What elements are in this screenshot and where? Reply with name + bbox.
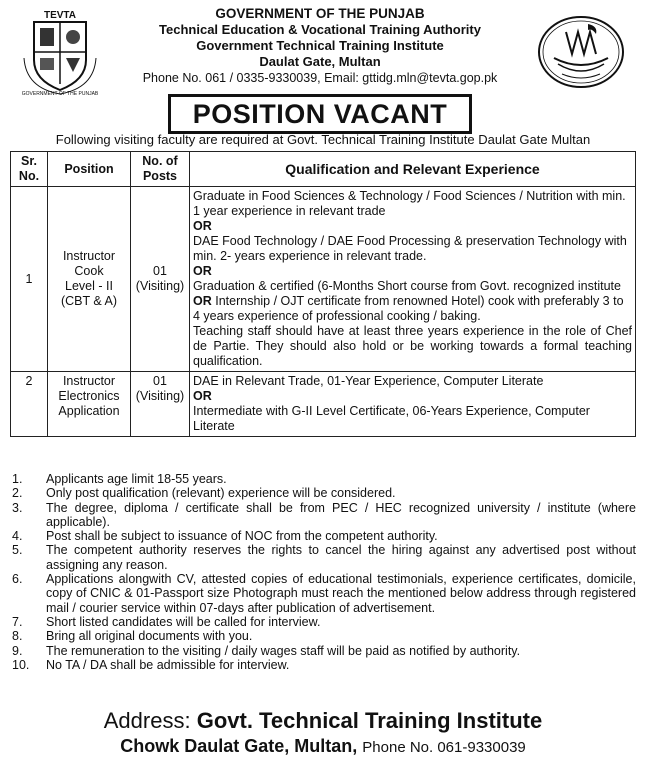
- contact-line: Phone No. 061 / 0335-9330039, Email: gttidg.mln@tevta.gop.pk: [142, 71, 498, 85]
- list-item: 3. The degree, diploma / certificate shall be from PEC / HEC recognized university / institute (where applicable).: [12, 500, 636, 529]
- row1-sr: 1: [11, 187, 48, 372]
- header-position: Position: [48, 152, 131, 187]
- tevta-logo-title: TEVTA: [43, 10, 77, 21]
- table-header-row: [11, 152, 636, 187]
- list-item: 10. No TA / DA shall be admissible for interview.: [12, 657, 290, 672]
- list-item: 8. Bring all original documents with you.: [12, 629, 253, 644]
- address-street: Chowk Daulat Gate, Multan,: [120, 736, 358, 756]
- header-text: [110, 6, 530, 86]
- header-no-of-posts: No. of Posts: [131, 152, 190, 187]
- address-block: [0, 708, 646, 760]
- list-item: 5. The competent authority reserves the rights to cancel the hiring against any advertised post without assigning any reason.: [12, 543, 636, 572]
- address-institute: Govt. Technical Training Institute: [196, 708, 543, 733]
- list-item: 4. Post shall be subject to issuance of NOC from the competent authority.: [12, 529, 438, 544]
- header: [0, 0, 646, 100]
- row1-or-3: OR: [193, 294, 212, 308]
- address-line-1: [0, 708, 646, 734]
- row1-or-2: OR: [193, 264, 212, 278]
- positions-table: [10, 151, 636, 437]
- list-item: 2. Only post qualification (relevant) experience will be considered.: [12, 486, 396, 501]
- list-item: 9. The remuneration to the visiting / daily wages staff will be paid as notified by authority.: [12, 643, 521, 658]
- row1-position: Instructor Cook Level - II (CBT & A): [48, 187, 131, 372]
- address-line-2: [0, 734, 646, 760]
- tevta-logo: [16, 8, 104, 96]
- punjab-emblem: [536, 14, 626, 90]
- row1-posts: 01 (Visiting): [131, 187, 190, 372]
- row2-posts: 01 (Visiting): [131, 372, 190, 437]
- position-vacant-banner: POSITION VACANT: [168, 94, 472, 134]
- institute-title: Government Technical Training Institute: [196, 38, 444, 53]
- list-item: 1. Applicants age limit 18-55 years.: [12, 472, 227, 486]
- row2-qualification: [190, 372, 636, 437]
- list-item: 6. Applications alongwith CV, attested copies of educational testimonials, experience certificates, domicile, copy of CNIC & 01-Passport size Photograph must reach the mentioned below address through registered mail / courier service within 07-days after publication of advertisement.: [12, 572, 636, 615]
- list-item: 7. Short listed candidates will be called for interview.: [12, 614, 321, 629]
- row1-q1: Graduate in Food Sciences & Technology / Food Sciences / Nutrition with min. 1 year experience in relevant trade: [193, 189, 626, 218]
- table-row: [11, 187, 636, 372]
- row2-position: Instructor Electronics Application: [48, 372, 131, 437]
- intro-text: Following visiting faculty are required at Govt. Technical Training Institute Daulat Gate Multan: [55, 132, 591, 147]
- government-title: GOVERNMENT OF THE PUNJAB: [215, 6, 425, 21]
- row2-q1: DAE in Relevant Trade, 01-Year Experience, Computer Literate: [193, 374, 544, 388]
- row1-or-1: OR: [193, 219, 212, 233]
- row1-q3: Graduation & certified (6-Months Short course from Govt. recognized institute: [193, 279, 621, 293]
- row1-q2: DAE Food Technology / DAE Food Processing & preservation Technology with min. 2- years experience in relevant trade.: [193, 234, 627, 263]
- row2-or: OR: [193, 389, 212, 403]
- row2-sr: 2: [11, 372, 48, 437]
- authority-title: Technical Education & Vocational Training Authority: [159, 22, 481, 37]
- address-label: Address:: [103, 708, 191, 733]
- header-sr-no: Sr. No.: [11, 152, 48, 187]
- tevta-logo-ring-text: GOVERNMENT OF THE PUNJAB: [21, 91, 99, 96]
- row1-qualification: [190, 187, 636, 372]
- header-qualification: Qualification and Relevant Experience: [190, 152, 636, 187]
- conditions-list: [10, 472, 636, 672]
- institute-location: Daulat Gate, Multan: [259, 54, 381, 69]
- row1-q5: Teaching staff should have at least three years experience in the role of Chef de Partie. They should also hold or be working towards a formal teaching qualification.: [193, 324, 632, 368]
- row1-q4: Internship / OJT certificate from renowned Hotel) cook with preferably 3 to 4 years experience of professional cooking / baking.: [193, 294, 624, 323]
- row2-q2: Intermediate with G-II Level Certificate, 06-Years Experience, Computer Literate: [193, 404, 590, 433]
- table-row: [11, 372, 636, 437]
- row1-q4-line: [193, 294, 632, 324]
- address-phone: Phone No. 061-9330039: [362, 739, 526, 756]
